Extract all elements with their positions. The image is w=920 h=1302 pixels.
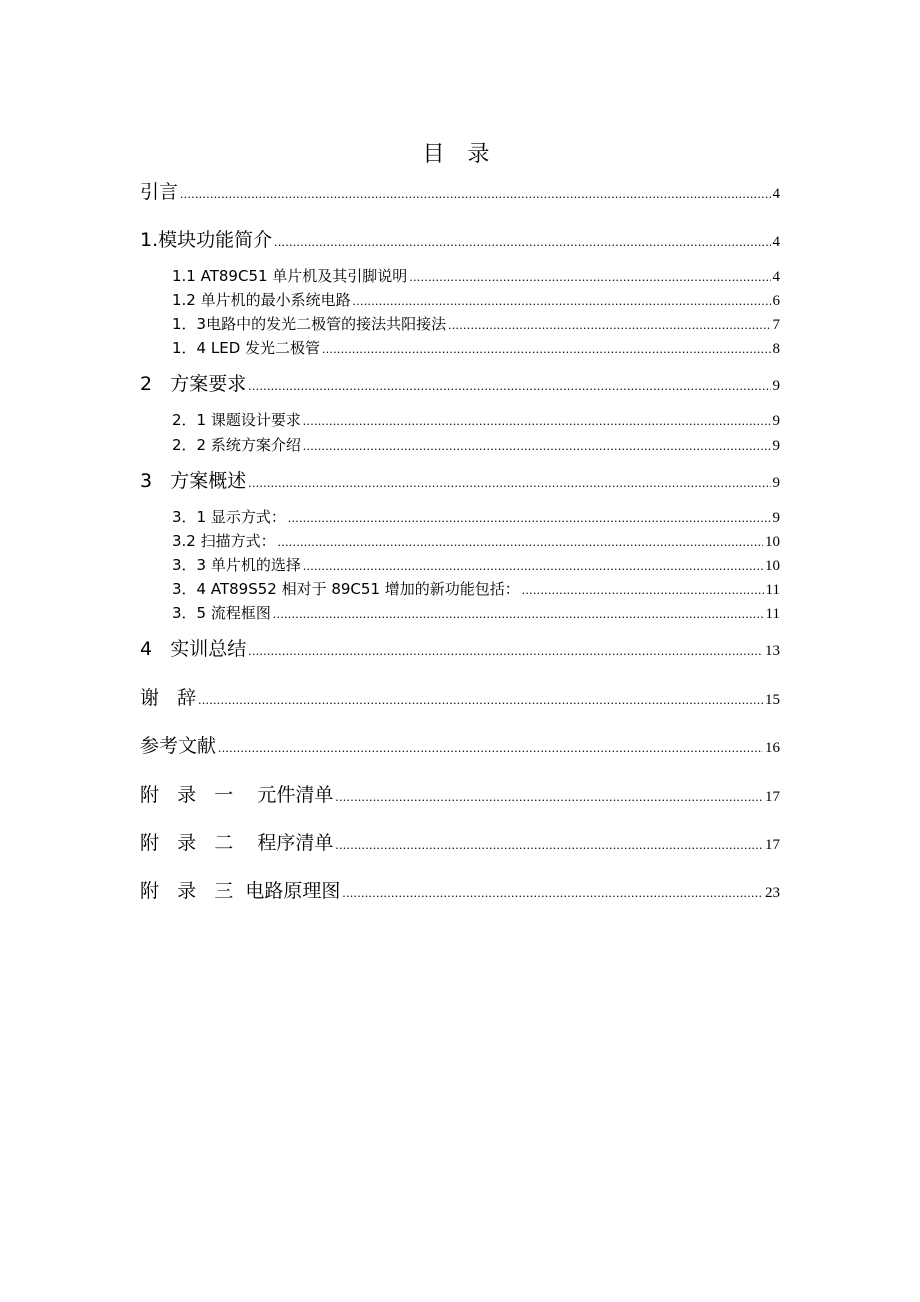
dot-leader <box>273 601 764 627</box>
toc-entry-page: 7 <box>772 317 780 333</box>
toc-entry-page: 11 <box>765 606 780 622</box>
toc-entry-label: 2．2 系统方案介绍 <box>172 436 301 454</box>
toc-entry-label: 附 录 二 程序清单 <box>140 832 334 854</box>
toc-entry-label: 2．1 课题设计要求 <box>172 411 301 429</box>
toc-entry-page: 4 <box>772 269 780 285</box>
toc-entry-1-1[interactable] <box>172 263 780 289</box>
dot-leader <box>218 735 763 761</box>
toc-entry-label: 3．1 显示方式： <box>172 508 286 526</box>
toc-entry-page: 9 <box>772 378 780 394</box>
dot-leader <box>335 784 763 810</box>
toc-entry-appendix-3[interactable] <box>140 878 780 904</box>
toc-entry-page: 15 <box>765 692 780 708</box>
toc-entry-page: 8 <box>772 341 780 357</box>
toc-entry-page: 4 <box>772 234 780 250</box>
dot-leader <box>248 638 763 664</box>
dot-leader <box>180 181 770 207</box>
toc-entry-1[interactable] <box>140 227 780 253</box>
toc-entry-label: 3．3 单片机的选择 <box>172 556 301 574</box>
toc-entry-1-3[interactable] <box>172 311 780 337</box>
dot-leader <box>303 408 771 434</box>
toc-entry-2-1[interactable] <box>172 407 780 433</box>
toc-entry-acknowledgements[interactable] <box>140 685 780 711</box>
toc-entry-appendix-1[interactable] <box>140 782 780 808</box>
toc-entry-page: 4 <box>772 186 780 202</box>
toc-entry-intro[interactable] <box>140 179 780 205</box>
toc-entry-page: 11 <box>765 582 780 598</box>
toc-entry-label: 谢 辞 <box>140 687 197 709</box>
toc-entry-page: 10 <box>765 534 780 550</box>
toc-entry-page: 13 <box>765 643 780 659</box>
toc-entry-1-4[interactable] <box>172 335 780 361</box>
dot-leader <box>274 229 770 255</box>
toc-entry-page: 9 <box>772 438 780 454</box>
toc-entry-label: 附 录 三 电路原理图 <box>140 880 341 902</box>
toc-entry-3-1[interactable] <box>172 504 780 530</box>
toc-entry-label: 3.2 扫描方式： <box>172 532 276 550</box>
toc-entry-label: 1.2 单片机的最小系统电路 <box>172 291 351 309</box>
toc-entry-page: 23 <box>765 885 780 901</box>
toc-entry-label: 引言 <box>140 181 179 203</box>
toc-entry-3-5[interactable] <box>172 600 780 626</box>
toc-entry-label: 3 方案概述 <box>140 470 247 492</box>
toc-entry-label: 1．4 LED 发光二极管 <box>172 339 321 357</box>
toc-entry-label: 附 录 一 元件清单 <box>140 784 334 806</box>
toc-entry-3-4[interactable] <box>172 576 780 602</box>
toc-entry-page: 9 <box>772 510 780 526</box>
toc-entry-2-2[interactable] <box>172 432 780 458</box>
toc-entry-2[interactable] <box>140 371 780 397</box>
toc-entry-page: 10 <box>765 558 780 574</box>
toc-entry-page: 17 <box>765 789 780 805</box>
toc-entry-label: 3．4 AT89S52 相对于 89C51 增加的新功能包括： <box>172 580 520 598</box>
toc-entry-label: 4 实训总结 <box>140 638 247 660</box>
toc-entry-label: 1.1 AT89C51 单片机及其引脚说明 <box>172 267 408 285</box>
dot-leader <box>248 470 770 496</box>
toc-entry-label: 3．5 流程框图 <box>172 604 271 622</box>
toc-entry-3-2[interactable] <box>172 528 780 554</box>
toc-entry-page: 9 <box>772 413 780 429</box>
page-title: 目 录 <box>422 142 498 167</box>
toc-entry-references[interactable] <box>140 733 780 759</box>
toc-entry-3-3[interactable] <box>172 552 780 578</box>
toc-entry-1-2[interactable] <box>172 287 780 313</box>
toc-entry-page: 9 <box>772 475 780 491</box>
dot-leader <box>248 373 770 399</box>
dot-leader <box>335 832 763 858</box>
toc-entry-label: 1．3电路中的发光二极管的接法共阳接法 <box>172 315 447 333</box>
toc-entry-appendix-2[interactable] <box>140 830 780 856</box>
toc-entry-page: 16 <box>765 740 780 756</box>
toc-entry-label: 2 方案要求 <box>140 373 247 395</box>
toc-entry-3[interactable] <box>140 468 780 494</box>
toc-entry-page: 6 <box>772 293 780 309</box>
dot-leader <box>303 433 771 459</box>
dot-leader <box>198 687 763 713</box>
toc-entry-label: 参考文献 <box>140 735 217 757</box>
dot-leader <box>342 880 763 906</box>
toc-entry-label: 1.模块功能简介 <box>140 229 273 251</box>
toc-entry-4[interactable] <box>140 636 780 662</box>
dot-leader <box>322 336 770 362</box>
toc-entry-page: 17 <box>765 837 780 853</box>
